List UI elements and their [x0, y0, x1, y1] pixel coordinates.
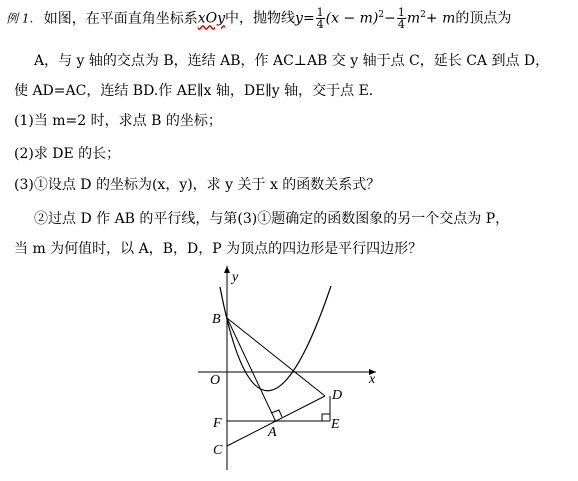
problem-line-5: (2)求 DE 的长；: [14, 146, 121, 162]
y-axis-arrow: [224, 266, 230, 273]
problem-line-3: 使 AD=AC，连结 BD.作 AE∥x 轴，DE∥y 轴，交于点 E.: [14, 83, 374, 99]
point-E-label: E: [331, 417, 340, 432]
line1-part3: 的顶点为: [455, 10, 512, 27]
line1-part2: 中，抛物线: [225, 10, 296, 27]
segment-BA: [227, 318, 276, 422]
fraction-2-den: 4: [397, 18, 405, 32]
point-B-label: B: [212, 312, 221, 327]
fraction-1-num: 1: [316, 6, 324, 20]
eq-sup-3: 2: [420, 10, 426, 20]
fraction-1-den: 4: [316, 18, 324, 32]
axis-x-label: x: [369, 372, 376, 387]
eq-tail: + m: [425, 10, 456, 27]
problem-line-4: (1)当 m=2 时，求点 B 的坐标；: [14, 113, 222, 129]
eq-m2: m: [406, 10, 421, 27]
right-angle-mark-E: [322, 414, 330, 421]
line1-part1: 如图，在平面直角坐标系: [43, 10, 198, 27]
eq-y: y: [295, 10, 303, 27]
origin-label: O: [210, 373, 221, 388]
point-D-label: D: [332, 388, 343, 403]
eq-mid: (x − m): [325, 10, 379, 27]
axis-y-label: y: [232, 270, 239, 285]
point-F-label: F: [213, 416, 222, 431]
segment-BD: [227, 318, 325, 396]
problem-line-2: A，与 y 轴的交点为 B，连结 AB，作 AC⊥AB 交 y 轴于点 C，延长 CA 到点 D，: [34, 53, 550, 69]
problem-line-6: (3)①设点 D 的坐标为(x，y)，求 y 关于 x 的函数关系式？: [14, 177, 381, 193]
problem-line-7: ②过点 D 作 AB 的平行线，与第(3)①题确定的函数图象的另一个交点为 P，: [34, 211, 510, 227]
eq-minus: −: [384, 10, 396, 27]
eq-sup-2: 2: [378, 10, 385, 20]
point-A-label: A: [268, 425, 277, 440]
coord-system: xOy: [197, 10, 226, 27]
point-C-label: C: [213, 443, 223, 458]
eq-equals: =: [302, 10, 315, 27]
example-label: 例 1.: [6, 11, 34, 26]
fraction-2-num: 1: [397, 6, 405, 20]
problem-line-8: 当 m 为何值时，以 A，B，D，P 为顶点的四边形是平行四边形？: [14, 241, 423, 257]
